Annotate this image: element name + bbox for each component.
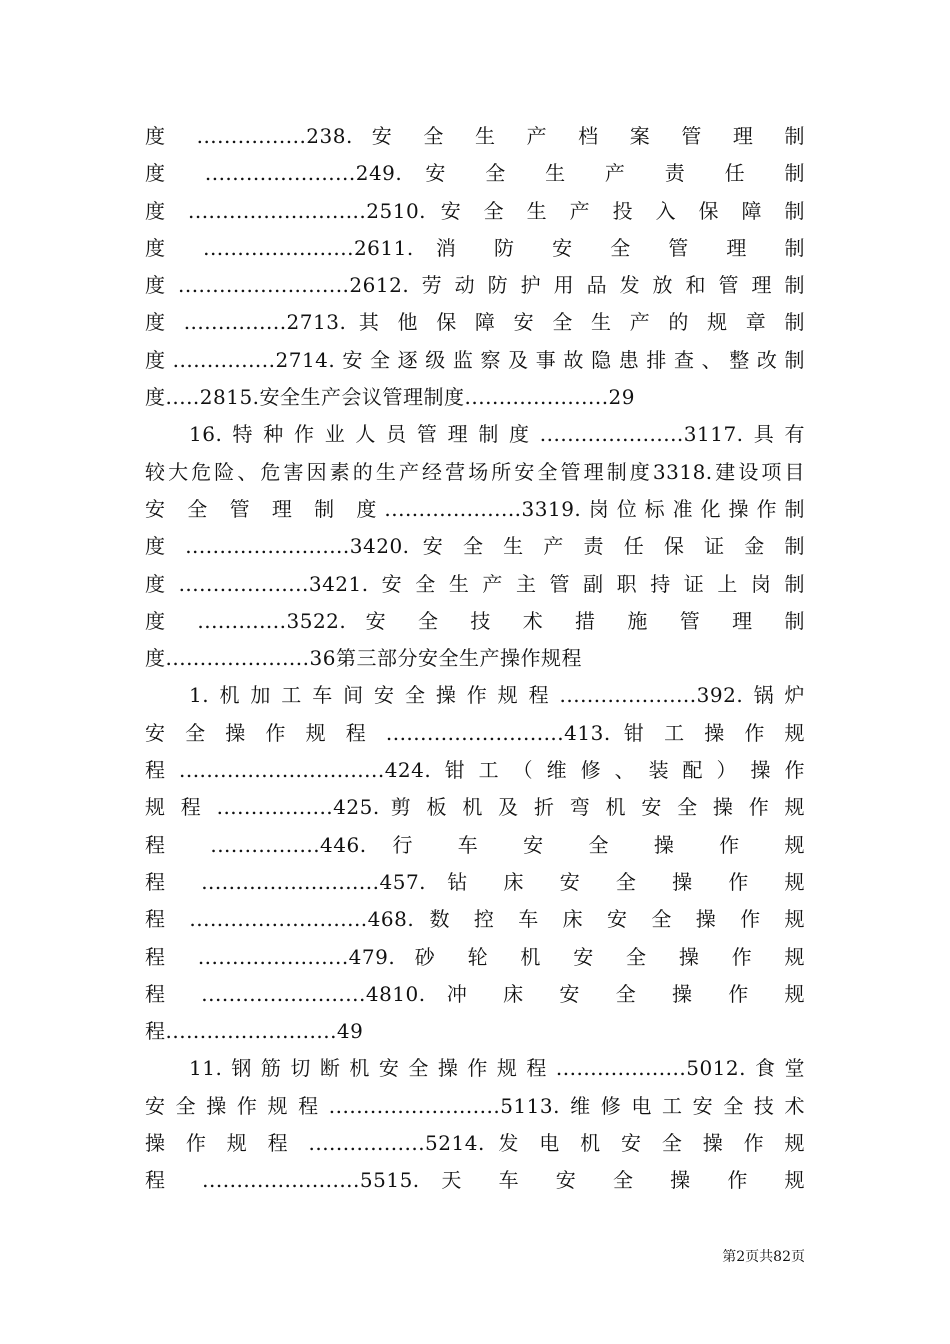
toc-line: 较大危险、危害因素的生产经营场所安全管理制度3318.建设项目 <box>145 459 805 484</box>
toc-line: 程 ......................479. 砂 轮 机 安 全 操 作 规 <box>145 944 805 969</box>
toc-line: 度 ................238. 安 全 生 产 档 案 管 理 制 <box>145 124 805 148</box>
toc-line: 度 ......................249. 安 全 生 产 责 任 制 <box>145 161 805 186</box>
toc-line: 度 ..........................2510. 安 全 生 产 投 入 保 障 制 <box>145 198 805 223</box>
toc-line: 程 ..........................457. 钻 床 安 全 操 作 规 <box>145 869 805 894</box>
toc-line: 操 作 规 程 .................5214. 发 电 机 安 全 操 作 规 <box>145 1131 805 1156</box>
toc-line: 程.........................49 <box>145 1019 364 1044</box>
toc-line: 度.........................2612.劳动防护用品发放和管理制 <box>145 273 805 298</box>
toc-line: 度.....................36第三部分安全生产操作规程 <box>145 646 582 671</box>
toc-line: 规 程 .................425. 剪 板 机 及 折 弯 机 安 全 操 作 规 <box>145 795 805 820</box>
toc-line: 16.特种作业人员管理制度.....................3117.具有 <box>189 422 805 447</box>
toc-line: 度 ........................3420. 安 全 生 产 责 任 保 证 金 制 <box>145 534 805 559</box>
toc-line: 1.机加工车间安全操作规程....................392.锅炉 <box>189 683 805 708</box>
toc-line: 安 全 操 作 规 程 ..........................413. 钳 工 操 作 规 <box>145 720 805 745</box>
page-number-footer: 第2页共82页 <box>722 1249 805 1265</box>
toc-line: 11.钢筋切断机安全操作规程...................5012.食堂 <box>189 1056 805 1081</box>
toc-line: 度...................3421.安全生产主管副职持证上岗制 <box>145 571 805 596</box>
toc-line: 安 全 管 理 制 度....................3319.岗位标准化操作制 <box>145 496 805 521</box>
toc-line: 度.....2815.安全生产会议管理制度.....................29 <box>145 385 635 410</box>
toc-line: 程 ........................4810. 冲 床 安 全 操 作 规 <box>145 981 805 1006</box>
toc-line: 程 .......................5515. 天 车 安 全 操 作 规 <box>145 1168 805 1193</box>
toc-line: 程..............................424.钳工（维修、装配）操作 <box>145 758 805 783</box>
toc-line: 度 .............3522. 安 全 技 术 措 施 管 理 制 <box>145 608 805 633</box>
toc-line: 程 ................446. 行 车 安 全 操 作 规 <box>145 832 805 857</box>
toc-line: 程 ..........................468. 数 控 车 床 安 全 操 作 规 <box>145 907 805 932</box>
toc-line: 度 ......................2611. 消 防 安 全 管 理 制 <box>145 235 805 260</box>
toc-content <box>145 118 805 1200</box>
toc-line: 度 ...............2713. 其 他 保 障 安 全 生 产 的 规 章 制 <box>145 310 805 335</box>
toc-line: 安全操作规程.........................5113.维修电工安全技术 <box>145 1093 805 1118</box>
toc-line: 度...............2714.安全逐级监察及事故隐患排查、整改制 <box>145 347 805 372</box>
